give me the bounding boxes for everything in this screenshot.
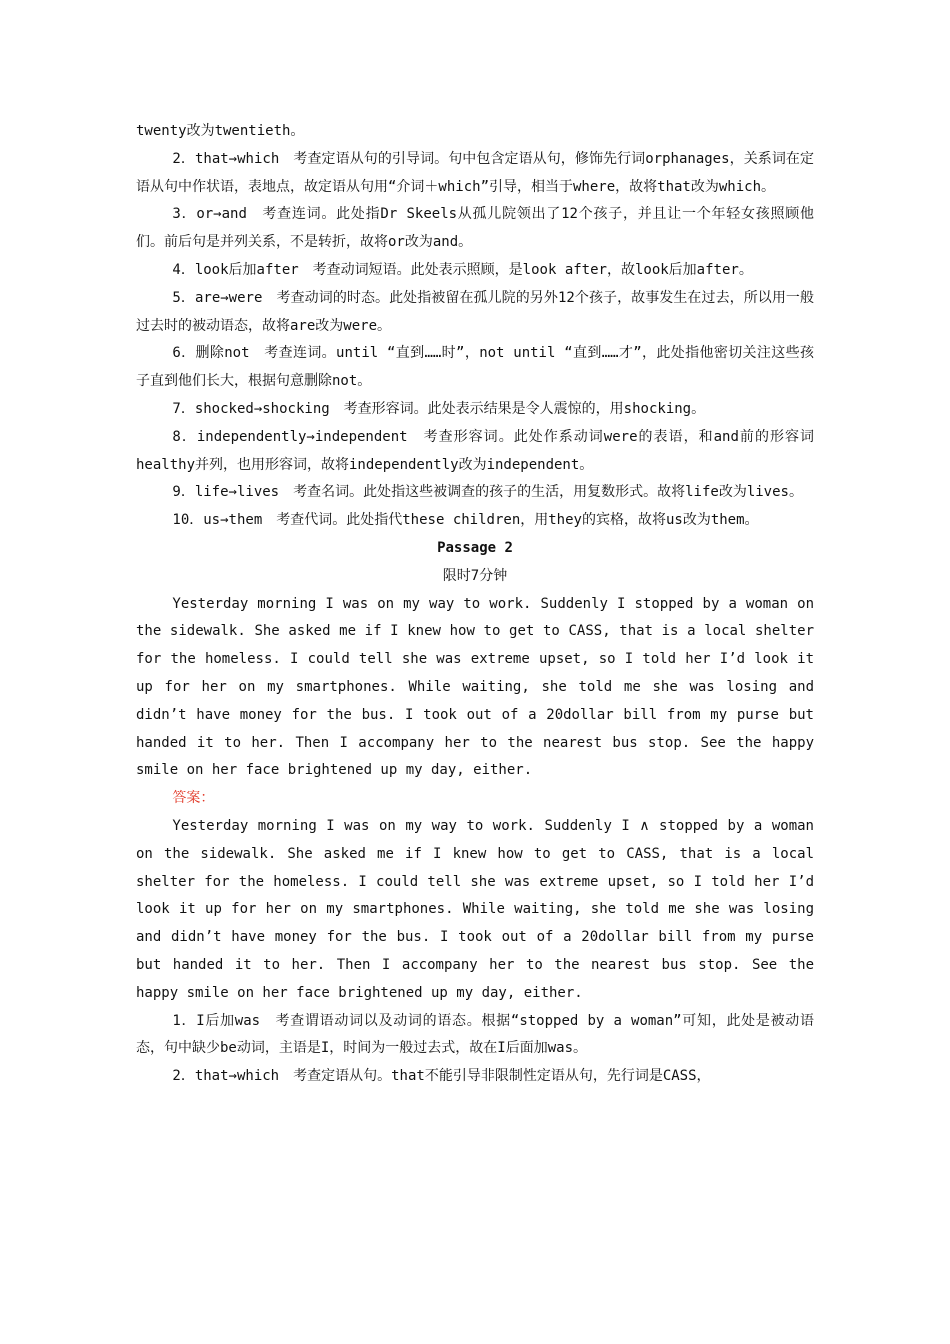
explanation-item: 5．are→were 考查动词的时态。此处指被留在孤儿院的另外12个孩子，故事发生在过去，所以用一般过去时的被动语态，故将are改为were。 [136, 289, 814, 334]
explanation-item: 6．删除not 考查连词。until “直到……时”，not until “直到……才”，此处指他密切关注这些孩子直到他们长大，根据句意删除not。 [136, 345, 814, 390]
answer-label: 答案： [172, 790, 215, 807]
answer-text-part: stopped by a woman on the sidewalk. She asked me if I knew how to get to CASS, that is a local shelter for the homeless. I could tell she was extreme upset, so I told her I’d look it up for her on my smartphones. While waiting, she told me she was losing and didn’t have money for the bus. I took out of a 20dollar bill from my purse but handed it to her. Then I accompany her to the nearest bus stop. See the happy smile on her face brightened up my day, either. [136, 817, 814, 1001]
insert-caret-mark: ∧ [639, 817, 650, 834]
answer-explanation: 2．that→which 考查定语从句。that不能引导非限制性定语从句，先行词是CASS， [172, 1068, 711, 1085]
document-page [136, 118, 814, 1091]
paragraph-continuation: twenty改为twentieth。 [136, 123, 305, 139]
answer-text [136, 813, 814, 1008]
explanation-item: 7．shocked→shocking 考查形容词。此处表示结果是令人震惊的，用shocking。 [172, 400, 706, 417]
answer-text-part: Yesterday morning I was on my way to work. Suddenly I [172, 817, 640, 834]
explanation-item: 3．or→and 考查连词。此处指Dr Skeels从孤儿院领出了12个孩子，并且让一个年轻女孩照顾他们。前后句是并列关系，不是转折，故将or改为and。 [136, 206, 814, 251]
answer-explanation: 1．I后加was 考查谓语动词以及动词的语态。根据“stopped by a woman”可知，此处是被动语态，句中缺少be动词，主语是I，时间为一般过去式，故在I后面加was。 [136, 1012, 814, 1057]
explanation-item: 9．life→lives 考查名词。此处指这些被调查的孩子的生活，用复数形式。故将life改为lives。 [172, 484, 803, 501]
explanation-item: 4．look后加after 考查动词短语。此处表示照顾，是look after，故look后加after。 [172, 261, 753, 278]
passage-title: Passage 2 [437, 539, 513, 556]
time-limit: 限时7分钟 [442, 567, 508, 584]
explanation-item: 8．independently→independent 考查形容词。此处作系动词were的表语，和and前的形容词healthy并列，也用形容词，故将independently改为independent。 [136, 428, 814, 473]
passage-text: Yesterday morning I was on my way to work. Suddenly I stopped by a woman on the sidewalk. She asked me if I knew how to get to CASS, that is a local shelter for the homeless. I could tell she was extreme upset, so I told her I’d look it up for her on my smartphones. While waiting, she told me she was losing and didn’t have money for the bus. I took out of a 20dollar bill from my purse but handed it to her. Then I accompany her to the nearest bus stop. See the happy smile on her face brightened up my day, either. [136, 595, 814, 779]
explanation-item: 2．that→which 考查定语从句的引导词。句中包含定语从句，修饰先行词orphanages，关系词在定语从句中作状语，表地点，故定语从句用“介词＋which”引导，相当于where，故将that改为which。 [136, 150, 814, 195]
explanation-item: 10．us→them 考查代词。此处指代these children，用they的宾格，故将us改为them。 [172, 512, 759, 529]
